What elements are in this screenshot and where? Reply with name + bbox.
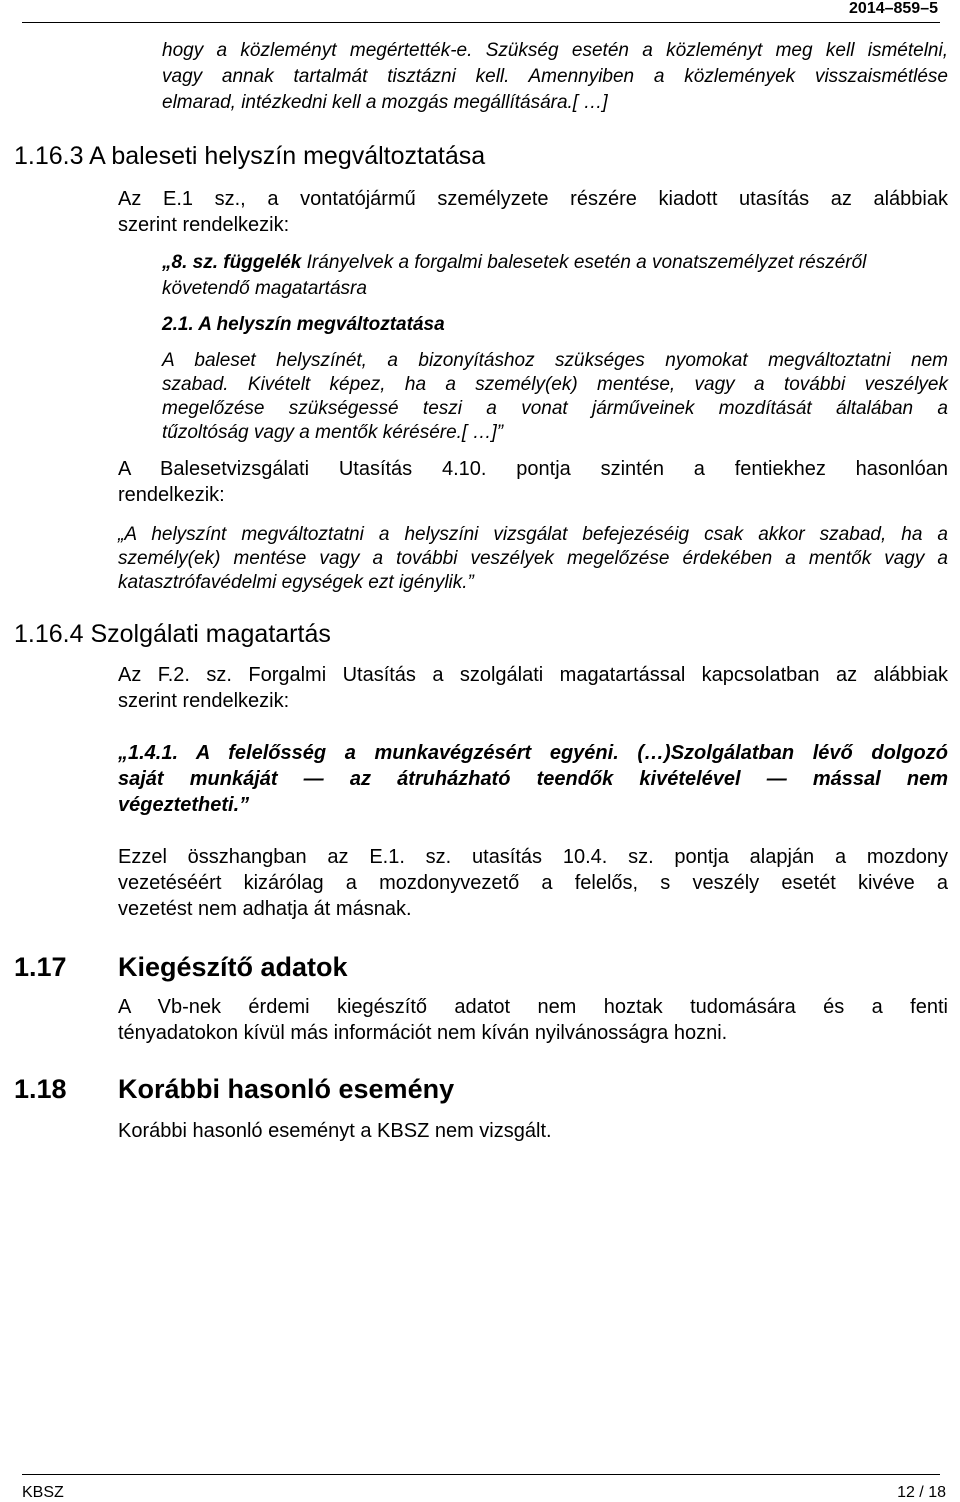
s1163-quote2-line-2: személy(ek) mentése vagy a további veszélyek megelőzése érdekében a mentők vagy a — [118, 548, 948, 569]
section-title-1-17: Kiegészítő adatok — [118, 952, 348, 982]
s1164-intro-line-2: szerint rendelkezik: — [118, 690, 290, 712]
s1163-body-line-3: megelőzése szükségessé teszi a vonat járműveinek mozdítását általában a — [162, 398, 948, 419]
header-divider — [22, 22, 940, 23]
quote-top-line-1: hogy a közleményt megértették-e. Szükség esetén a közleményt meg kell ismételni, — [162, 40, 948, 61]
s1164-quote-line-3: végeztetheti.” — [118, 794, 250, 816]
s1163-ref-line-1: A Balesetvizsgálati Utasítás 4.10. pontja szintén a fentiekhez hasonlóan — [118, 458, 948, 480]
s1163-body-line-2: szabad. Kivételt képez, ha a személy(ek) mentése, vagy a további veszélyek — [162, 374, 948, 395]
section-number-1-18: 1.18 — [14, 1074, 67, 1104]
s1163-quote-title-line-2: követendő magatartásra — [162, 278, 367, 299]
s1164-body-line-3: vezetést nem adhatja át másnak. — [118, 898, 412, 920]
document-id: 2014–859–5 — [849, 0, 938, 17]
s1164-intro-line-1: Az F.2. sz. Forgalmi Utasítás a szolgálati magatartással kapcsolatban az alábbiak — [118, 664, 948, 686]
footer-divider — [22, 1474, 940, 1475]
s118-body: Korábbi hasonló eseményt a KBSZ nem vizsgált. — [118, 1120, 552, 1142]
s1163-quote-title — [162, 252, 948, 274]
s1164-body-line-2: vezetéséért kizárólag a mozdonyvezető a felelős, s veszély esetét kivéve a — [118, 872, 948, 894]
s117-body-line-1: A Vb-nek érdemi kiegészítő adatot nem hoztak tudomására és a fenti — [118, 996, 948, 1018]
s1163-subheading: 2.1. A helyszín megváltoztatása — [162, 314, 445, 335]
s1163-quote2-line-1: „A helyszínt megváltoztatni a helyszíni vizsgálat befejezéséig csak akkor szabad, ha a — [118, 524, 948, 545]
quote-top-line-2: vagy annak tartalmát tisztázni kell. Amennyiben a közlemények visszaismétlése — [162, 66, 948, 87]
s1163-body-line-4: tűzoltóság vagy a mentők kérésére.[ …]” — [162, 422, 504, 443]
footer-organization: KBSZ — [22, 1484, 64, 1501]
section-heading-1-16-4: 1.16.4 Szolgálati magatartás — [14, 620, 331, 648]
s1163-intro-line-2: szerint rendelkezik: — [118, 214, 290, 236]
s1164-quote-line-1: „1.4.1. A felelősség a munkavégzésért egyéni. (…)Szolgálatban lévő dolgozó — [118, 742, 948, 764]
footer-page-number: 12 / 18 — [897, 1484, 946, 1501]
quote-top-line-3: elmarad, intézkedni kell a mozgás megállítására.[ …] — [162, 92, 608, 113]
section-number-1-17: 1.17 — [14, 952, 67, 982]
s1163-quote2-line-3: katasztrófavédelmi egységek ezt igénylik.” — [118, 572, 474, 593]
s1163-intro-line-1: Az E.1 sz., a vontatójármű személyzete részére kiadott utasítás az alábbiak — [118, 188, 948, 210]
s1164-body-line-1: Ezzel összhangban az E.1. sz. utasítás 10.4. sz. pontja alapján a mozdony — [118, 846, 948, 868]
s1163-quote-title-bold: „8. sz. függelék — [162, 252, 302, 273]
s1164-quote-line-2: saját munkáját — az átruházható teendők kivételével — mással nem — [118, 768, 948, 790]
s1163-body-line-1: A baleset helyszínét, a bizonyításhoz szükséges nyomokat megváltoztatni nem — [162, 350, 948, 371]
s1163-ref-line-2: rendelkezik: — [118, 484, 225, 506]
section-heading-1-16-3: 1.16.3 A baleseti helyszín megváltoztatása — [14, 142, 486, 170]
s1163-quote-title-rest: Irányelvek a forgalmi balesetek esetén a vonatszemélyzet részéről — [301, 252, 867, 273]
section-title-1-18: Korábbi hasonló esemény — [118, 1074, 455, 1104]
s117-body-line-2: tényadatokon kívül más információt nem kíván nyilvánosságra hozni. — [118, 1022, 728, 1044]
